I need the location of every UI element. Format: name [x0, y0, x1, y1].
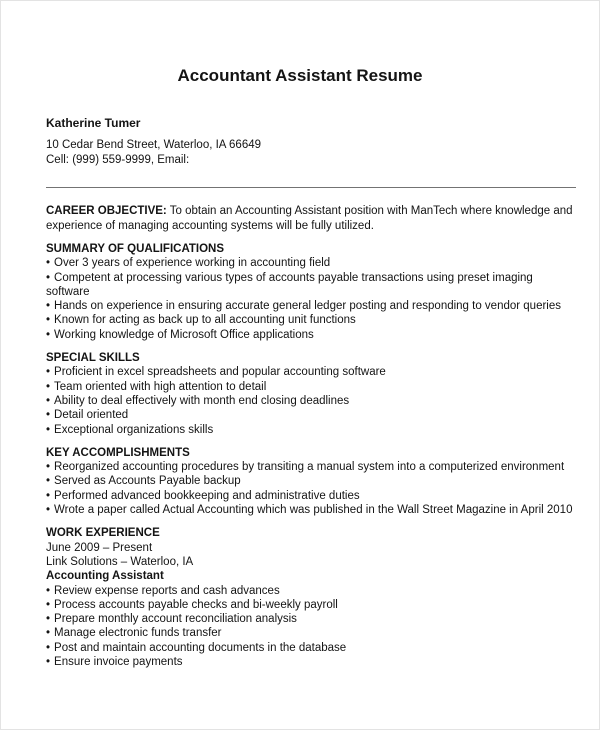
list-item-text: Prepare monthly account reconciliation analysis: [54, 613, 297, 626]
list-item-text: Post and maintain accounting documents in the database: [54, 641, 347, 654]
list-item-text: Performed advanced bookkeeping and administrative duties: [54, 489, 360, 502]
bullet-marker: •: [46, 613, 51, 626]
bullet-marker: •: [46, 380, 51, 393]
list-item-text: Over 3 years of experience working in accounting field: [54, 257, 331, 270]
list-item-text: Hands on experience in ensuring accurate general ledger posting and responding to vendor queries: [54, 300, 562, 313]
bullet-marker: •: [46, 300, 51, 313]
work-period: June 2009 – Present: [46, 541, 153, 554]
list-item-text: Detail oriented: [54, 409, 129, 422]
list-item: [46, 626, 576, 640]
list-item-text: Team oriented with high attention to detail: [54, 380, 267, 393]
list-item: [46, 408, 576, 422]
section-work-experience: [46, 526, 576, 669]
contact-block: [46, 116, 576, 167]
page-title: Accountant Assistant Resume: [177, 66, 423, 85]
list-item-text: Served as Accounts Payable backup: [54, 475, 241, 488]
list-item: [46, 641, 576, 655]
bullet-marker: •: [46, 627, 51, 640]
bullet-marker: •: [46, 366, 51, 379]
list-item: [46, 489, 576, 503]
list-item-text: Working knowledge of Microsoft Office applications: [54, 328, 314, 341]
work-job-title: Accounting Assistant: [46, 570, 164, 583]
list-item: [46, 423, 576, 437]
list-item: [46, 394, 576, 408]
work-company: Link Solutions – Waterloo, IA: [46, 555, 194, 568]
list-item: [46, 460, 576, 474]
section-heading: SUMMARY OF QUALIFICATIONS: [46, 242, 225, 255]
list-item-text: Wrote a paper called Actual Accounting which was published in the Wall Street Magazine in April 2010: [54, 504, 573, 517]
career-objective-text: To obtain an Accounting Assistant position with ManTech where knowledge and experience of managing accounting systems will be fully utilized.: [46, 205, 573, 232]
bullet-marker: •: [46, 641, 51, 654]
list-item: [46, 655, 576, 669]
contact-cell-email: Cell: (999) 559-9999, Email:: [46, 153, 190, 166]
list-item-text: Known for acting as back up to all accounting unit functions: [54, 314, 356, 327]
list-item-text: Proficient in excel spreadsheets and popular accounting software: [54, 366, 386, 379]
career-objective-label: CAREER OBJECTIVE:: [46, 205, 167, 218]
bullet-marker: •: [46, 423, 51, 436]
bullet-marker: •: [46, 394, 51, 407]
bullet-marker: •: [46, 271, 51, 284]
list-item-text: Ensure invoice payments: [54, 656, 183, 668]
contact-address: 10 Cedar Bend Street, Waterloo, IA 66649: [46, 139, 262, 152]
section-heading: WORK EXPERIENCE: [46, 527, 160, 540]
list-item-text: Process accounts payable checks and bi-weekly payroll: [54, 598, 338, 611]
list-item: [46, 328, 576, 342]
section-key-accomplishments: [46, 446, 576, 517]
list-item-text: Ability to deal effectively with month end closing deadlines: [54, 394, 350, 407]
bullet-marker: •: [46, 328, 51, 341]
list-item-text: Review expense reports and cash advances: [54, 584, 280, 597]
bullet-marker: •: [46, 656, 51, 668]
list-item: [46, 365, 576, 379]
bullet-marker: •: [46, 475, 51, 488]
list-item: [46, 503, 576, 517]
list-item: [46, 474, 576, 488]
list-item: [46, 584, 576, 598]
bullet-marker: •: [46, 461, 51, 474]
bullet-marker: •: [46, 409, 51, 422]
list-item: [46, 299, 576, 313]
bullet-marker: •: [46, 504, 51, 517]
horizontal-divider: [46, 187, 576, 188]
section-summary-of-qualifications: [46, 242, 576, 342]
career-objective: [46, 204, 576, 233]
contact-name: Katherine Tumer: [46, 116, 141, 131]
bullet-marker: •: [46, 584, 51, 597]
list-item: [46, 598, 576, 612]
list-item: [46, 271, 576, 300]
bullet-marker: •: [46, 314, 51, 327]
bullet-marker: •: [46, 257, 51, 270]
bullet-marker: •: [46, 489, 51, 502]
list-item-text: Exceptional organizations skills: [54, 423, 214, 436]
section-heading: SPECIAL SKILLS: [46, 352, 140, 365]
list-item-text: Competent at processing various types of accounts payable transactions using preset imaging software: [46, 271, 533, 298]
list-item-text: Manage electronic funds transfer: [54, 627, 222, 640]
section-special-skills: [46, 351, 576, 437]
list-item: [46, 380, 576, 394]
list-item: [46, 256, 576, 270]
section-heading: KEY ACCOMPLISHMENTS: [46, 446, 190, 459]
list-item: [46, 612, 576, 626]
bullet-marker: •: [46, 598, 51, 611]
list-item: [46, 313, 576, 327]
list-item-text: Reorganized accounting procedures by transiting a manual system into a computerized environment: [54, 461, 565, 474]
